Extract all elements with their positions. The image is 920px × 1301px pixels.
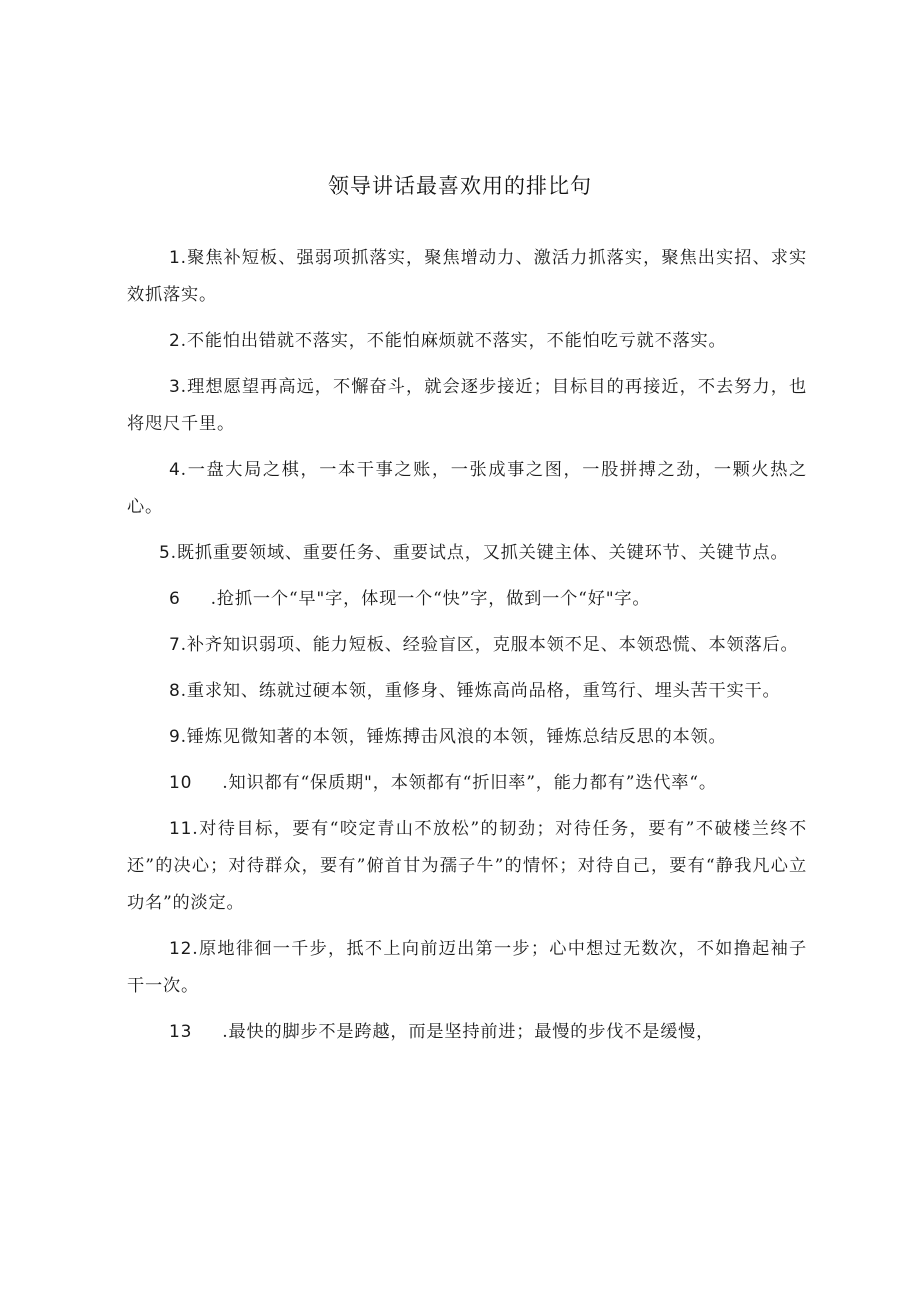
item-number: 2 bbox=[169, 331, 181, 351]
item-number: 9 bbox=[169, 727, 181, 747]
list-item-10 bbox=[127, 765, 807, 802]
item-number: 1. bbox=[169, 248, 187, 268]
item-number: 11 bbox=[169, 819, 193, 839]
item-text: .抢抓一个“早"字，体现一个“快”字，做到一个“好"字。 bbox=[210, 589, 651, 609]
list-item-11 bbox=[127, 811, 807, 922]
list-item-13 bbox=[127, 1014, 807, 1051]
item-text: .原地徘徊一千步，抵不上向前迈出第一步；心中想过无数次，不如撸起袖子干一次。 bbox=[127, 939, 807, 996]
list-item-7 bbox=[127, 627, 807, 664]
item-text: .补齐知识弱项、能力短板、经验盲区，克服本领不足、本领恐慌、本领落后。 bbox=[180, 635, 799, 655]
item-number: 7 bbox=[169, 635, 181, 655]
item-text: .最快的脚步不是跨越，而是坚持前进；最慢的步伐不是缓慢， bbox=[222, 1022, 715, 1042]
item-text: 聚焦补短板、强弱项抓落实，聚焦增动力、激活力抓落实，聚焦出实招、求实效抓落实。 bbox=[127, 248, 807, 305]
list-item-3 bbox=[127, 369, 807, 443]
item-number: 8 bbox=[169, 681, 181, 701]
item-number: 10 bbox=[169, 773, 193, 793]
item-text: .锤炼见微知著的本领，锤炼搏击风浪的本领，锤炼总结反思的本领。 bbox=[180, 727, 727, 747]
item-text: .一盘大局之棋，一本干事之账，一张成事之图，一股拼搏之劲，一颗火热之心。 bbox=[127, 460, 807, 517]
item-text: .既抓重要领域、重要任务、重要试点，又抓关键主体、关键环节、关键节点。 bbox=[170, 543, 789, 563]
item-text: .知识都有“保质期"，本领都有“折旧率”，能力都有”迭代率“。 bbox=[222, 773, 717, 793]
list-item-9 bbox=[127, 719, 807, 756]
list-item-6 bbox=[127, 581, 807, 618]
item-number: 3 bbox=[169, 377, 181, 397]
item-text: .对待目标，要有“咬定青山不放松”的韧劲；对待任务，要有”不破楼兰终不还”的决心；对待群众，要有”俯首甘为孺子牛”的情怀；对待自己，要有“静我凡心立功名”的淡定。 bbox=[127, 819, 807, 913]
item-number: 4 bbox=[169, 460, 181, 480]
list-item-5 bbox=[127, 535, 807, 572]
item-number: 13 bbox=[169, 1022, 193, 1042]
item-text: .重求知、练就过硬本领，重修身、锤炼高尚品格，重笃行、埋头苦干实干。 bbox=[180, 681, 781, 701]
document-title: 领导讲话最喜欢用的排比句 bbox=[328, 174, 592, 198]
item-number: 6 bbox=[169, 589, 181, 609]
list-item-4 bbox=[127, 452, 807, 526]
list-item-12 bbox=[127, 931, 807, 1005]
document-body bbox=[127, 240, 807, 1060]
list-item-2 bbox=[127, 323, 807, 360]
item-number: 12 bbox=[169, 939, 193, 959]
list-item-8 bbox=[127, 673, 807, 710]
item-text: .不能怕出错就不落实，不能怕麻烦就不落实，不能怕吃亏就不落实。 bbox=[180, 331, 727, 351]
list-item-1 bbox=[127, 240, 807, 314]
item-text: .理想愿望再高远，不懈奋斗，就会逐步接近；目标目的再接近，不去努力，也将咫尺千里。 bbox=[127, 377, 807, 434]
item-number: 5 bbox=[159, 543, 171, 563]
